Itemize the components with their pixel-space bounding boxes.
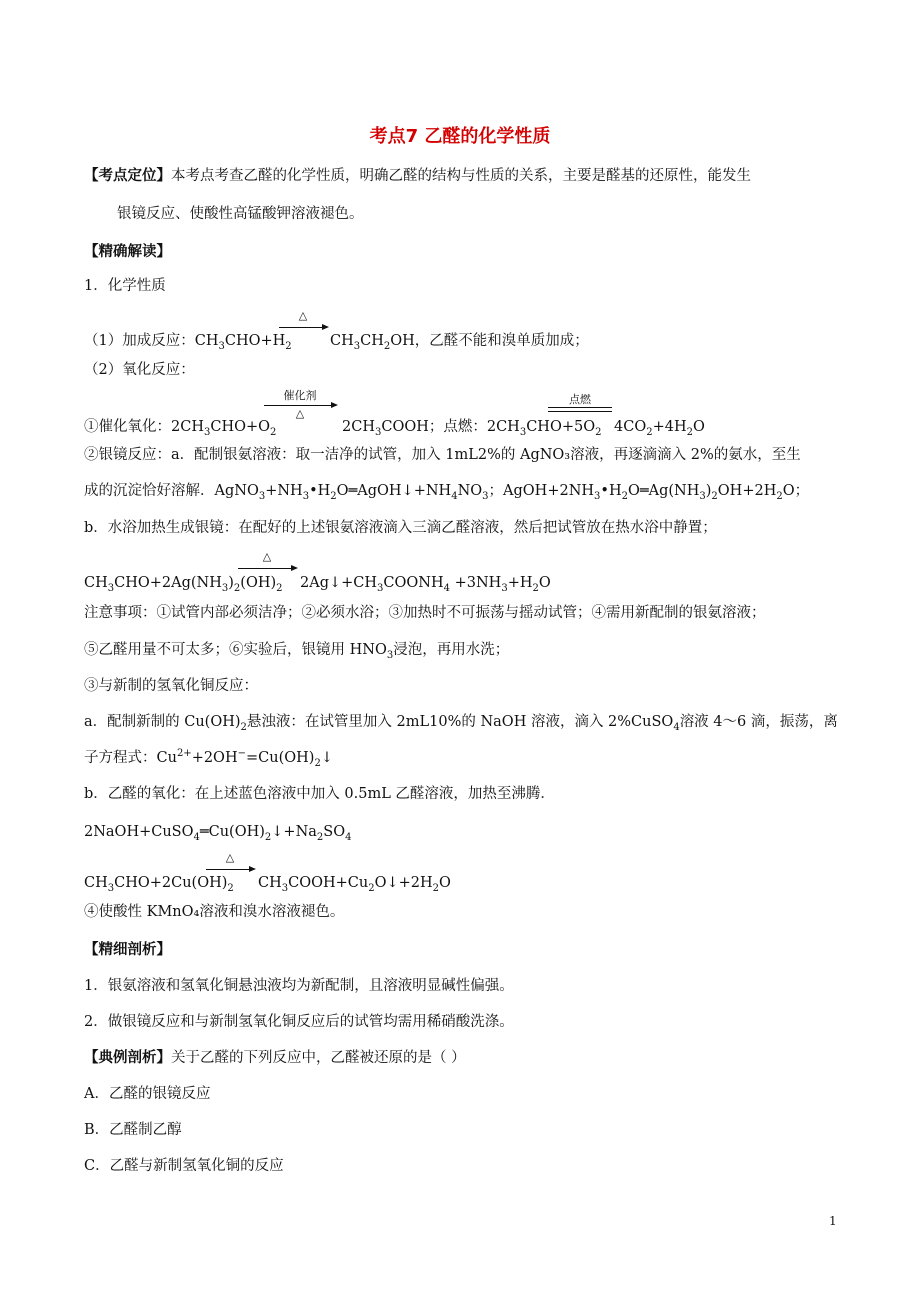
- copper-a-line-1: a．配制新制的 $Cu(OH)_2$悬浊液：在试管里加入 2mL10%的 NaOH 溶液，滴入 2%CuSO$_4$溶液 4～6 滴，振荡，离: [84, 714, 838, 733]
- section-detail: 【精细剖析】: [84, 941, 171, 958]
- copper-a-line-2: 子方程式：$Cu^{2+}+2OH^-=Cu(OH)_2↓$: [84, 748, 333, 769]
- copper-equation-1: $2NaOH+CuSO_4═Cu(OH)_2↓+Na_2SO_4$: [84, 824, 352, 843]
- copper-arrow: [206, 852, 254, 874]
- copper-a-1b: 悬浊液：在试管里加入 2mL10%的 NaOH 溶液，滴入 2%CuSO: [246, 714, 674, 730]
- notes-line-2b: 浸泡，再用水洗；: [393, 642, 510, 658]
- heat-symbol: △: [295, 407, 305, 420]
- addition-label: （1）加成反应：$CH_3CHO+H_2$: [84, 333, 292, 352]
- copper-b-line: b．乙醛的氧化：在上述蓝色溶液中加入 0.5mL 乙醛溶液，加热至沸腾．: [84, 786, 555, 802]
- copper-reactant: $CH_3CHO+2Cu(OH)_2$: [84, 875, 234, 894]
- option-b: B．乙醛制乙醇: [84, 1122, 182, 1138]
- catalytic-arrow: [264, 390, 336, 424]
- silver-line-1: ②银镜反应：a．配制银氨溶液：取一洁净的试管，加入 1mL2%的 AgNO₃溶液，再逐滴滴入 2%的氨水，至生: [84, 447, 801, 463]
- silver-reactant: $CH_3CHO+2Ag(NH_3)_2(OH)_2$: [84, 575, 283, 594]
- catalytic-label-text: ①催化氧化：: [84, 419, 171, 435]
- intro-line-2: 银镜反应、使酸性高锰酸钾溶液褪色。: [117, 206, 364, 222]
- heat-symbol: △: [225, 851, 235, 864]
- section-example: 【典例剖析】: [84, 1049, 171, 1066]
- catalyst-label: 催化剂: [283, 389, 317, 402]
- page-number: 1: [829, 1214, 837, 1228]
- copper-title: ③与新制的氢氧化铜反应：: [84, 678, 258, 694]
- copper-a-1c: 溶液 4～6 滴，振荡，离: [679, 714, 838, 730]
- silver-arrow: [238, 551, 296, 573]
- catalytic-mid: ；点燃：: [428, 419, 487, 435]
- intro-label: 【考点定位】: [84, 167, 171, 184]
- option-a: A．乙醛的银镜反应: [84, 1086, 211, 1102]
- question-text: 关于乙醛的下列反应中，乙醛被还原的是（ ）: [171, 1050, 466, 1066]
- heat-symbol: △: [262, 550, 272, 563]
- silver-line-2-text: 成的沉淀恰好溶解．: [84, 483, 215, 499]
- option-c: C．乙醛与新制氢氧化铜的反应: [84, 1158, 284, 1174]
- notes-line-2: ⑤乙醛用量不可太多；⑥实验后，银镜用 $HNO_3$浸泡，再用水洗；: [84, 642, 510, 661]
- silver-line-2: 成的沉淀恰好溶解．$AgNO_3+NH_3•H_2O═AgOH↓+NH_4NO_3$；$AgOH+2NH_3•H_2O═Ag(NH_3)_2OH+2H_2O$；: [84, 483, 810, 502]
- notes-line-2a: ⑤乙醛用量不可太多；⑥实验后，银镜用 HNO: [84, 642, 387, 658]
- detail-item-1: 1．银氨溶液和氢氧化铜悬浊液均为新配制，且溶液明显碱性偏强。: [84, 978, 514, 994]
- chem-props-heading: 1．化学性质: [84, 278, 166, 294]
- detail-item-2: 2．做银镜反应和与新制氢氧化铜反应后的试管均需用稀硝酸洗涤。: [84, 1014, 514, 1030]
- combustion-product: $4CO_2+4H_2O$: [614, 419, 705, 438]
- oxidation-label: （2）氧化反应：: [84, 362, 195, 378]
- addition-arrow: [279, 310, 327, 332]
- addition-rest: ，乙醛不能和溴单质加成；: [414, 333, 589, 349]
- kmno4-line: ④使酸性 KMnO₄溶液和溴水溶液褪色。: [84, 904, 345, 920]
- page-title: 考点7 乙醛的化学性质: [369, 126, 551, 147]
- silver-product: $2Ag↓+CH_3COONH_4 +3NH_3+H_2O$: [300, 575, 551, 594]
- combustion-equals: [548, 394, 612, 416]
- addition-product: $CH_3CH_2OH$，乙醛不能和溴单质加成；: [330, 333, 589, 352]
- section-precise: 【精确解读】: [84, 243, 171, 260]
- catalytic-label: ①催化氧化：$2CH_3CHO+O_2$: [84, 419, 277, 438]
- notes-line-1: 注意事项：①试管内部必须洁净；②必须水浴；③加热时不可振荡与摇动试管；④需用新配制的银氨溶液；: [84, 605, 766, 621]
- ignite-label: 点燃: [569, 393, 591, 406]
- catalytic-product: $2CH_3COOH$；点燃：$2CH_3CHO+5O_2$: [342, 419, 602, 438]
- silver-line-3: b．水浴加热生成银镜：在配好的上述银氨溶液滴入三滴乙醛溶液，然后把试管放在热水浴中静置；: [84, 520, 717, 536]
- example-question: [84, 1048, 466, 1068]
- addition-label-text: （1）加成反应：: [84, 333, 195, 349]
- copper-a-1a: a．配制新制的 Cu(OH): [84, 714, 241, 730]
- intro-line-1: [84, 166, 751, 186]
- copper-a-2-text: 子方程式：: [84, 750, 157, 766]
- intro-text-1: 本考点考查乙醛的化学性质，明确乙醛的结构与性质的关系，主要是醛基的还原性，能发生: [171, 168, 751, 184]
- heat-symbol: △: [298, 309, 308, 322]
- copper-product: $CH_3COOH+Cu_2O↓+2H_2O$: [258, 875, 451, 894]
